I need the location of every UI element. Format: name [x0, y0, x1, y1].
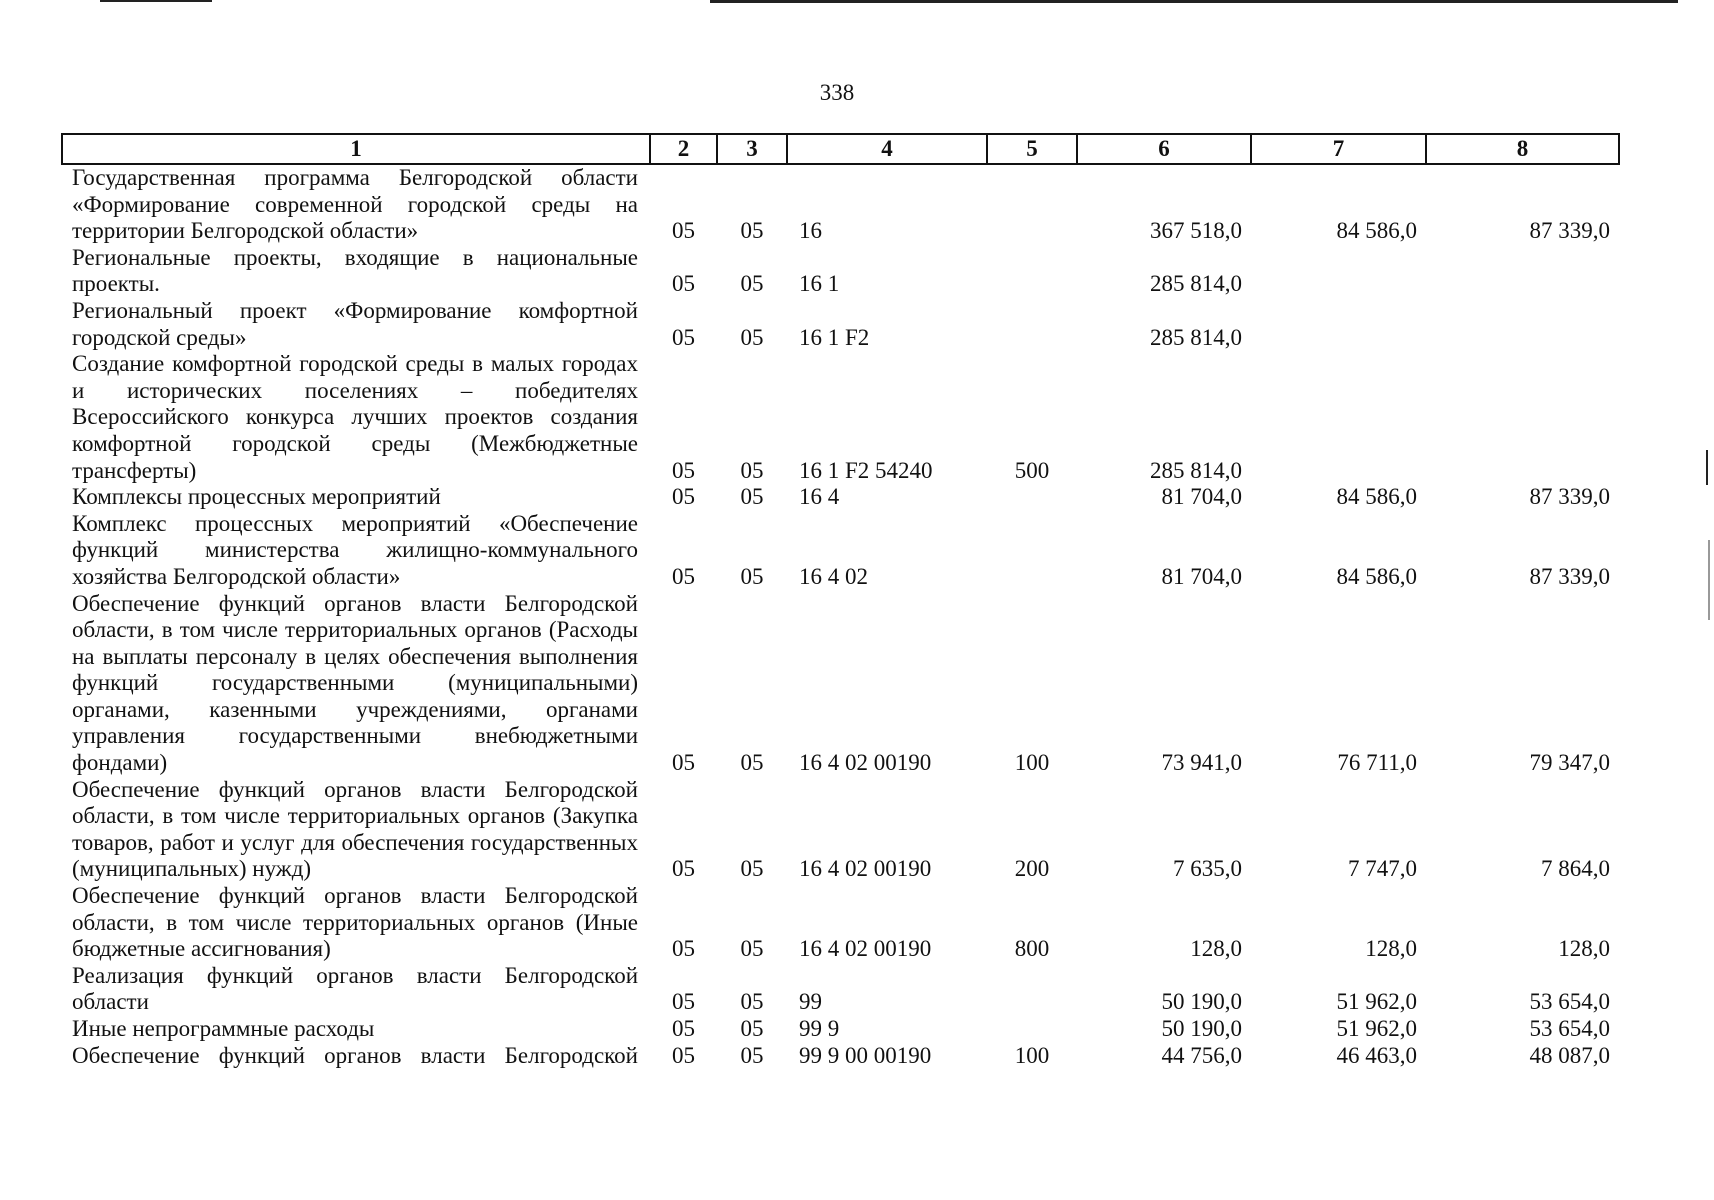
- subsection-code: 05: [740, 856, 764, 882]
- expense-type-code: 200: [1014, 856, 1050, 882]
- expense-name: Иные непрограммные расходы: [72, 1016, 375, 1041]
- table-row: [62, 591, 1619, 777]
- amount-col-6: 285 814,0: [1150, 324, 1242, 350]
- section-code: 05: [672, 457, 695, 483]
- expense-name: Обеспечение функций органов власти Белгородской области, в том числе территориальных органов (Иные бюджетные ассигнования): [72, 883, 638, 962]
- subsection-code: 05: [740, 457, 764, 483]
- expense-type-code: [987, 298, 1077, 351]
- amount-col-6: 367 518,0: [1150, 218, 1242, 244]
- expense-type-code: [987, 511, 1077, 591]
- scan-artifact-line: [710, 0, 1678, 3]
- table-row: [62, 1043, 1619, 1070]
- section-code: 05: [672, 1016, 695, 1041]
- amount-col-8: 79 347,0: [1529, 750, 1610, 776]
- table-row: [62, 883, 1619, 963]
- section-code: 05: [672, 936, 695, 962]
- target-article-code: 16 4 02 00190: [799, 856, 932, 882]
- amount-col-7: 7 747,0: [1348, 856, 1417, 882]
- amount-col-7: 76 711,0: [1337, 750, 1417, 776]
- section-code: 05: [672, 856, 695, 882]
- table-row: [62, 298, 1619, 351]
- amount-col-8: 128,0: [1558, 936, 1610, 962]
- table-row: [62, 777, 1619, 883]
- expense-type-code: 500: [1014, 457, 1050, 483]
- expense-type-code: [987, 245, 1077, 298]
- expense-type-code: 100: [1014, 1042, 1050, 1068]
- column-header: 3: [717, 134, 787, 164]
- column-header: 6: [1077, 134, 1251, 164]
- target-article-code: 99 9: [799, 1016, 840, 1041]
- column-header: 7: [1251, 134, 1426, 164]
- target-article-code: 16 4 02 00190: [799, 750, 932, 776]
- amount-col-7: 84 586,0: [1336, 563, 1417, 589]
- amount-col-6: 7 635,0: [1173, 856, 1242, 882]
- column-header: 1: [62, 134, 650, 164]
- expense-name: Региональный проект «Формирование комфортной городской среды»: [72, 297, 638, 350]
- subsection-code: 05: [740, 936, 764, 962]
- amount-col-8: 87 339,0: [1529, 484, 1610, 510]
- expense-name: Обеспечение функций органов власти Белгородской области, в том числе территориальных органов (Закупка товаров, работ и услуг для обеспечения государственных (муниципальных) нужд): [72, 776, 638, 882]
- target-article-code: 99 9 00 00190: [799, 1042, 932, 1068]
- section-code: 05: [672, 989, 695, 1015]
- scan-artifact-line: [100, 0, 212, 2]
- scan-artifact-mark: [1706, 450, 1708, 485]
- expense-type-code: [987, 963, 1077, 1016]
- target-article-code: 99: [799, 989, 822, 1015]
- section-code: 05: [672, 218, 695, 244]
- amount-col-8: 87 339,0: [1529, 218, 1610, 244]
- scan-artifact-mark: [1708, 540, 1710, 620]
- subsection-code: 05: [740, 484, 764, 510]
- amount-col-6: 44 756,0: [1161, 1042, 1242, 1068]
- subsection-code: 05: [740, 563, 764, 589]
- amount-col-7: [1251, 298, 1426, 351]
- target-article-code: 16 1 F2 54240: [799, 457, 933, 483]
- expense-type-code: 100: [1014, 750, 1050, 776]
- subsection-code: 05: [740, 271, 764, 297]
- amount-col-8: [1426, 245, 1619, 298]
- amount-col-8: 7 864,0: [1541, 856, 1610, 882]
- section-code: 05: [672, 271, 695, 297]
- amount-col-6: 73 941,0: [1161, 750, 1242, 776]
- expense-name: Комплексы процессных мероприятий: [72, 484, 441, 510]
- amount-col-7: 84 586,0: [1336, 484, 1417, 510]
- expense-type-code: [987, 484, 1077, 511]
- table-row: [62, 351, 1619, 484]
- amount-col-7: 128,0: [1365, 936, 1417, 962]
- section-code: 05: [672, 563, 695, 589]
- amount-col-6: 50 190,0: [1161, 1016, 1242, 1041]
- budget-table: [61, 133, 1620, 1069]
- amount-col-7: 51 962,0: [1336, 989, 1417, 1015]
- target-article-code: 16 4: [799, 484, 840, 510]
- amount-col-8: [1426, 351, 1619, 484]
- column-header: 2: [650, 134, 717, 164]
- table-header-row: [62, 134, 1619, 164]
- expense-name: Комплекс процессных мероприятий «Обеспечение функций министерства жилищно-коммунального хозяйства Белгородской области»: [72, 510, 638, 589]
- subsection-code: 05: [740, 1042, 764, 1068]
- subsection-code: 05: [740, 324, 764, 350]
- table-row: [62, 164, 1619, 245]
- amount-col-7: 46 463,0: [1336, 1042, 1417, 1068]
- amount-col-7: [1251, 245, 1426, 298]
- target-article-code: 16 4 02: [799, 563, 868, 589]
- expense-name: Обеспечение функций органов власти Белгородской: [72, 1042, 638, 1068]
- expense-name: Региональные проекты, входящие в национальные проекты.: [72, 244, 638, 297]
- target-article-code: 16: [799, 218, 822, 244]
- amount-col-7: 84 586,0: [1336, 218, 1417, 244]
- section-code: 05: [672, 1042, 695, 1068]
- column-header: 4: [787, 134, 987, 164]
- amount-col-8: 53 654,0: [1529, 989, 1610, 1015]
- amount-col-6: 50 190,0: [1161, 989, 1242, 1015]
- page-number: 338: [819, 80, 855, 105]
- target-article-code: 16 4 02 00190: [799, 936, 932, 962]
- table-row: [62, 511, 1619, 591]
- amount-col-8: 53 654,0: [1529, 1016, 1610, 1041]
- amount-col-6: 81 704,0: [1161, 484, 1242, 510]
- expense-name: Государственная программа Белгородской области «Формирование современной городской среды на территории Белгородской области»: [72, 165, 638, 244]
- section-code: 05: [672, 324, 695, 350]
- amount-col-8: 87 339,0: [1529, 563, 1610, 589]
- expense-type-code: 800: [1014, 936, 1050, 962]
- expense-name: Обеспечение функций органов власти Белгородской области, в том числе территориальных органов (Расходы на выплаты персоналу в целях обеспечения выполнения функций государственными (муниципальными) органами, казенными учреждениями, органами управления государственными внебюджетными фондами): [72, 590, 638, 776]
- amount-col-7: [1251, 351, 1426, 484]
- target-article-code: 16 1: [799, 271, 840, 297]
- table-row: [62, 1016, 1619, 1043]
- table-row: [62, 484, 1619, 511]
- amount-col-7: 51 962,0: [1336, 1016, 1417, 1041]
- amount-col-6: 285 814,0: [1150, 271, 1242, 297]
- amount-col-6: 128,0: [1190, 936, 1242, 962]
- section-code: 05: [672, 750, 695, 776]
- target-article-code: 16 1 F2: [799, 324, 870, 350]
- section-code: 05: [672, 484, 695, 510]
- amount-col-6: 285 814,0: [1150, 457, 1242, 483]
- amount-col-8: 48 087,0: [1529, 1042, 1610, 1068]
- column-header: 5: [987, 134, 1077, 164]
- subsection-code: 05: [740, 750, 764, 776]
- expense-type-code: [987, 164, 1077, 245]
- amount-col-6: 81 704,0: [1161, 563, 1242, 589]
- subsection-code: 05: [740, 989, 764, 1015]
- expense-name: Реализация функций органов власти Белгородской области: [72, 962, 638, 1015]
- subsection-code: 05: [740, 1016, 764, 1041]
- table-row: [62, 963, 1619, 1016]
- expense-name: Создание комфортной городской среды в малых городах и исторических поселениях – победителях Всероссийского конкурса лучших проектов создания комфортной городской среды (Межбюджетные трансферты): [72, 351, 638, 483]
- column-header: 8: [1426, 134, 1619, 164]
- table-row: [62, 245, 1619, 298]
- subsection-code: 05: [740, 218, 764, 244]
- expense-type-code: [987, 1016, 1077, 1043]
- amount-col-8: [1426, 298, 1619, 351]
